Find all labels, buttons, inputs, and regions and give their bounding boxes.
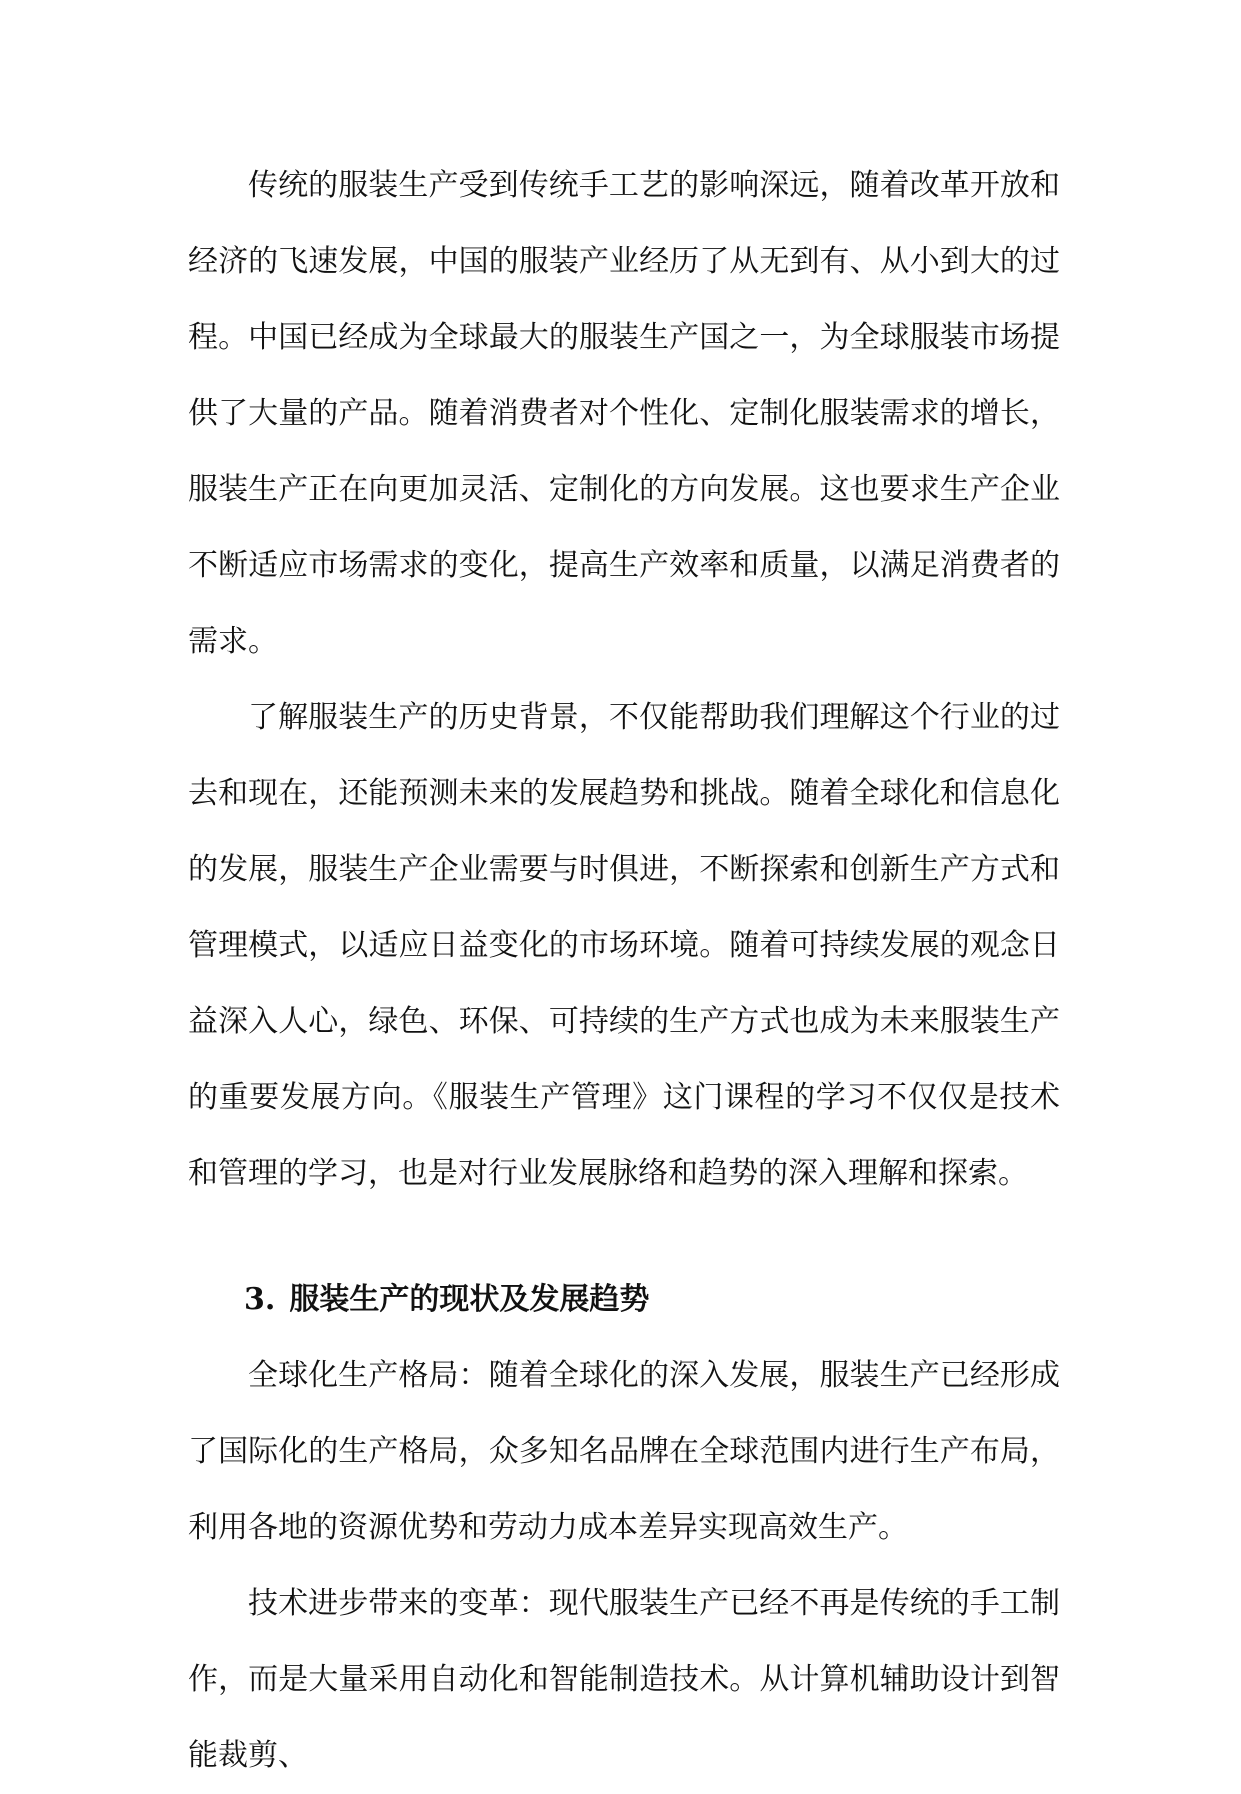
- paragraph-globalization: 全球化生产格局：随着全球化的深入发展，服装生产已经形成了国际化的生产格局，众多知名品牌在全球范围内进行生产布局，利用各地的资源优势和劳动力成本差异实现高效生产。: [188, 1358, 1060, 1545]
- section-number: 3.: [244, 1282, 276, 1317]
- paragraph-technology: 技术进步带来的变革：现代服装生产已经不再是传统的手工制作，而是大量采用自动化和智能制造技术。从计算机辅助设计到智能裁剪、: [188, 1586, 1060, 1773]
- paragraph-history-2: 了解服装生产的历史背景，不仅能帮助我们理解这个行业的过去和现在，还能预测未来的发展趋势和挑战。随着全球化和信息化的发展，服装生产企业需要与时俱进，不断探索和创新生产方式和管理模式，以适应日益变化的市场环境。随着可持续发展的观念日益深入人心，绿色、环保、可持续的生产方式也成为未来服装生产的重要发展方向。《服装生产管理》这门课程的学习不仅仅是技术和管理的学习，也是对行业发展脉络和趋势的深入理解和探索。: [188, 700, 1060, 1191]
- paragraph-history-1: 传统的服装生产受到传统手工艺的影响深远，随着改革开放和经济的飞速发展，中国的服装产业经历了从无到有、从小到大的过程。中国已经成为全球最大的服装生产国之一，为全球服装市场提供了大量的产品。随着消费者对个性化、定制化服装需求的增长，服装生产正在向更加灵活、定制化的方向发展。这也要求生产企业不断适应市场需求的变化，提高生产效率和质量，以满足消费者的需求。: [188, 168, 1060, 659]
- section-title: 服装生产的现状及发展趋势: [289, 1282, 650, 1317]
- section-heading: [188, 1262, 1060, 1338]
- section-spacer: [188, 1212, 1060, 1262]
- document-page: [188, 148, 1060, 1794]
